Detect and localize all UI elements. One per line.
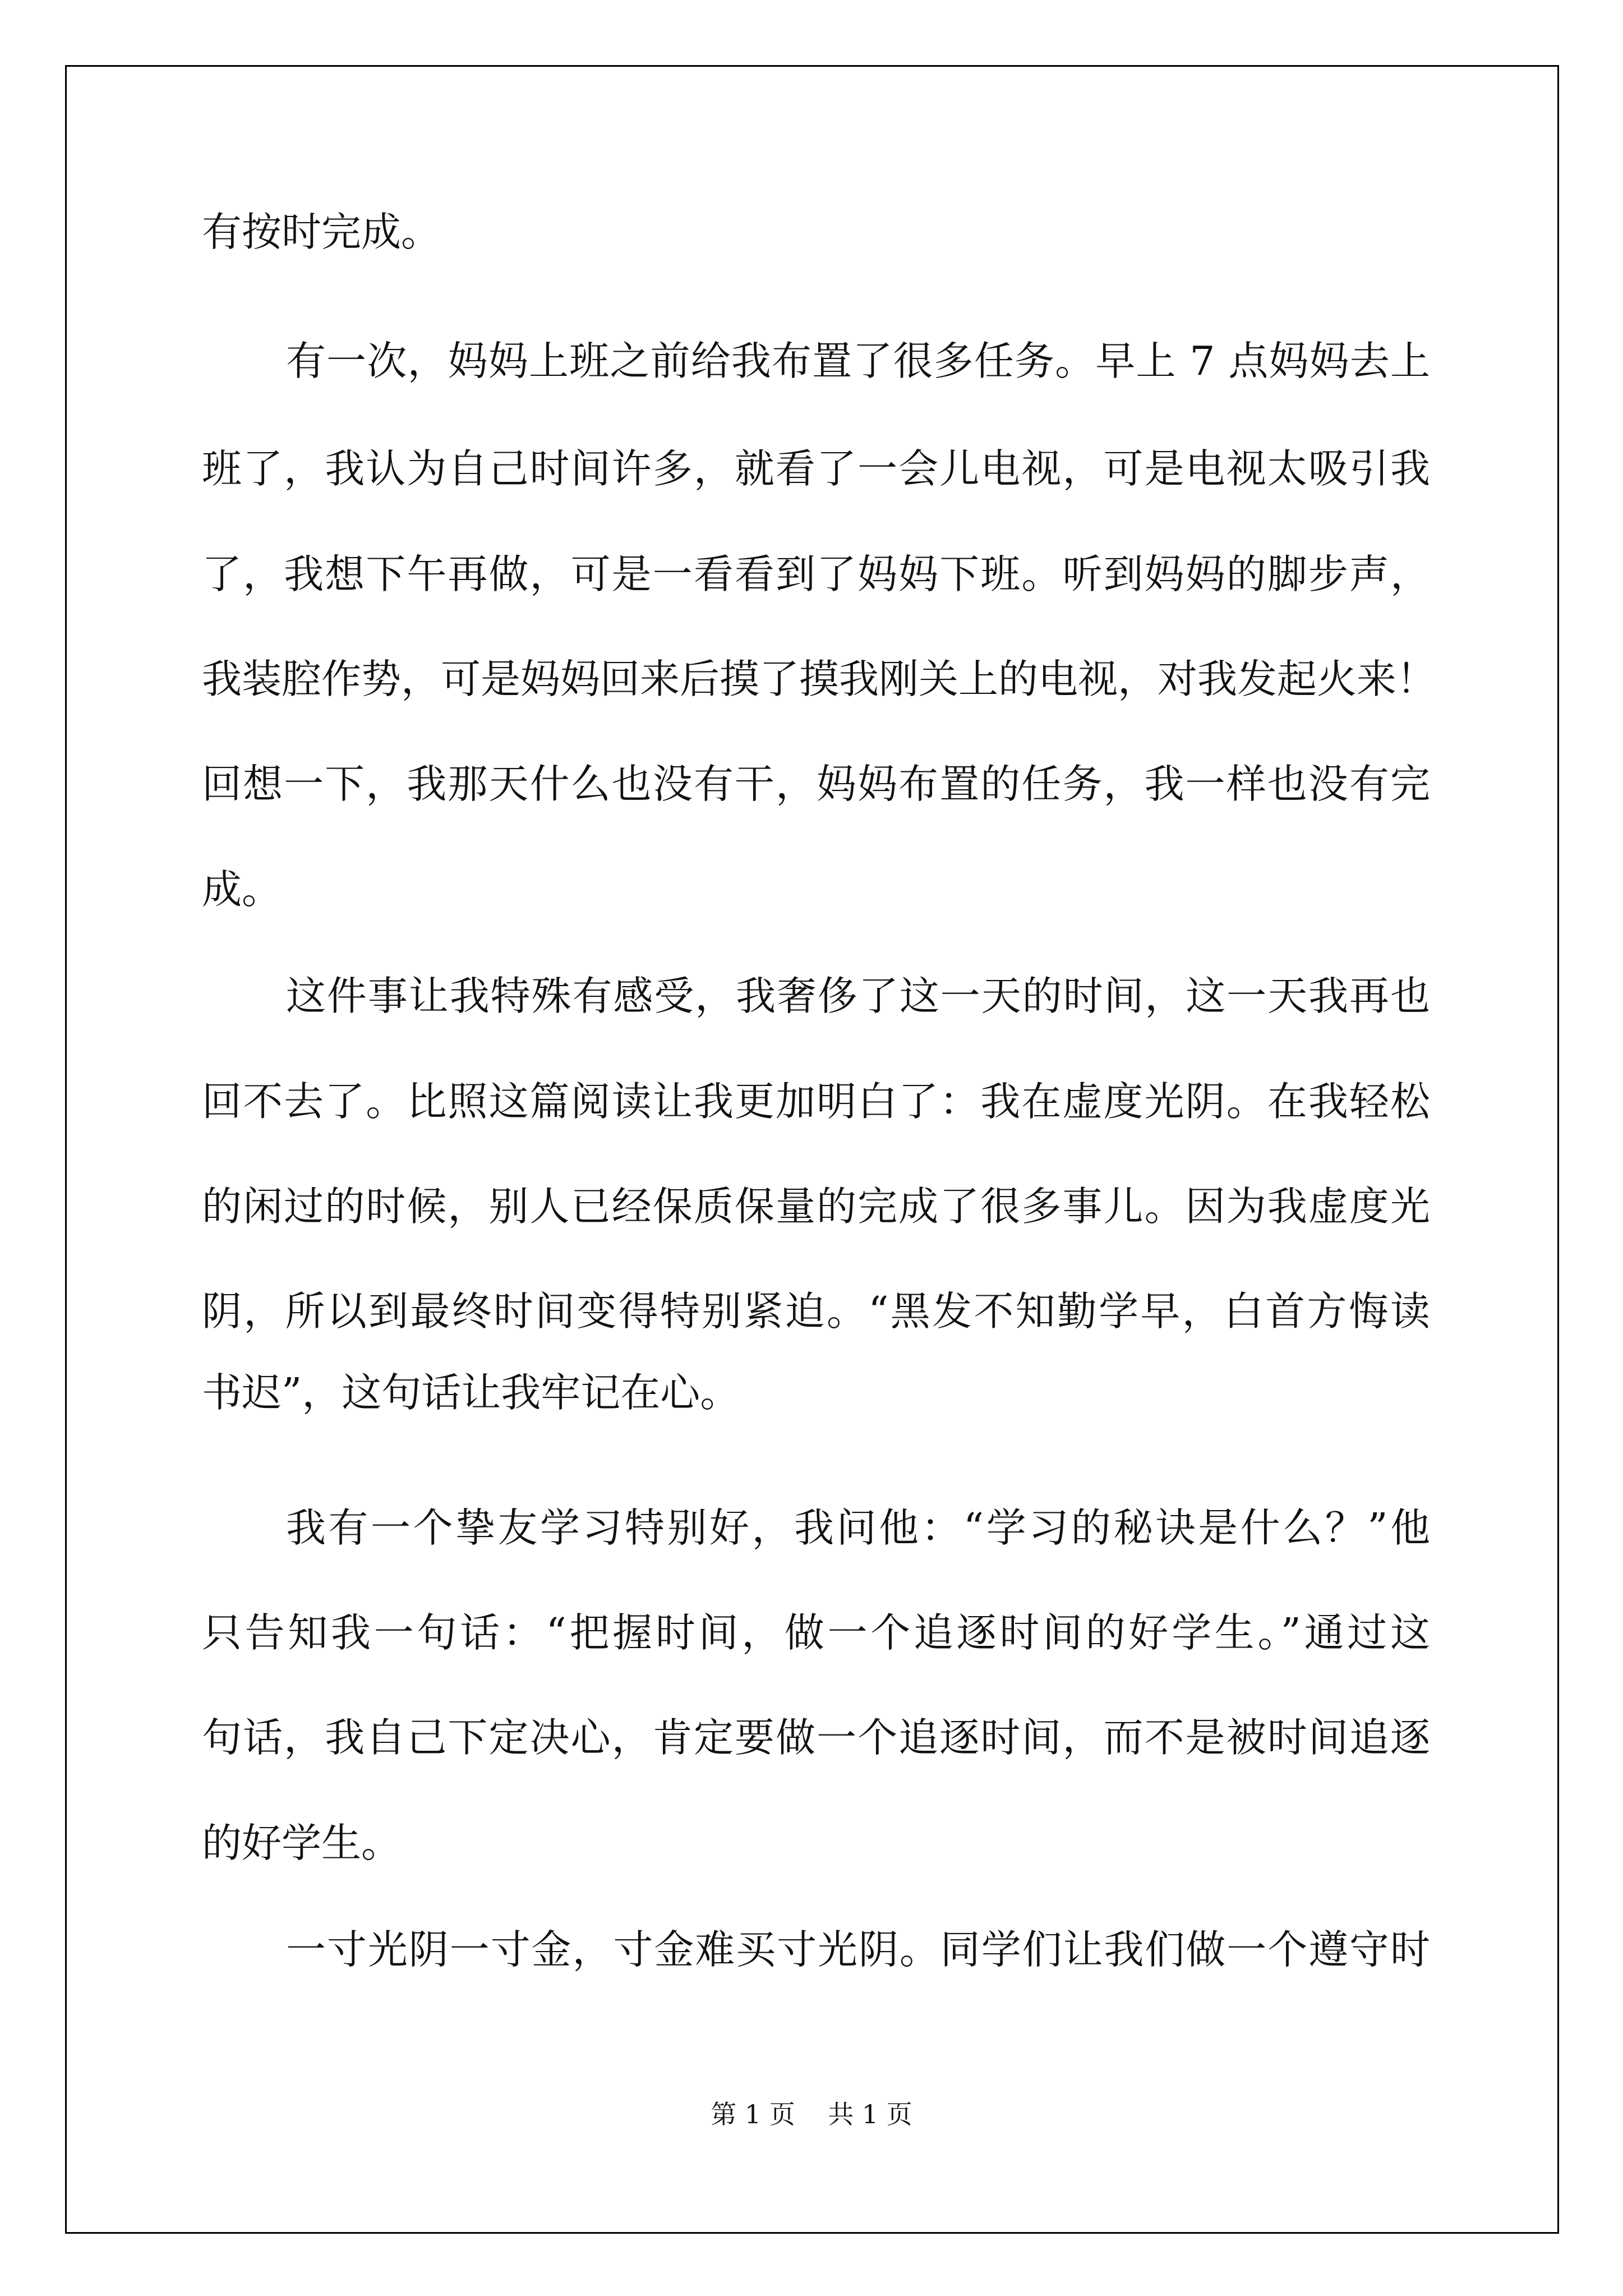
page-number-footer: 第 1 页 共 1 页 xyxy=(711,2099,912,2129)
text-line: 回想一下，我那天什么也没有干，妈妈布置的任务，我一样也没有完 xyxy=(202,761,1430,807)
text-line: 有按时完成。 xyxy=(202,209,441,255)
text-line: 阴，所以到最终时间变得特别紧迫。“黑发不知勤学早，白首方悔读 xyxy=(202,1288,1430,1335)
text-line: 的好学生。 xyxy=(202,1820,402,1866)
text-line: 有一次，妈妈上班之前给我布置了很多任务。早上 7 点妈妈去上 xyxy=(286,338,1430,384)
text-line: 我装腔作势，可是妈妈回来后摸了摸我刚关上的电视，对我发起火来！ xyxy=(202,656,1437,702)
text-line: 书迟”，这句话让我牢记在心。 xyxy=(202,1369,740,1416)
text-line: 句话，我自己下定决心，肯定要做一个追逐时间，而不是被时间追逐 xyxy=(202,1714,1430,1761)
page-border xyxy=(65,65,1559,2234)
text-line: 的闲过的时候，别人已经保质保量的完成了很多事儿。因为我虚度光 xyxy=(202,1183,1430,1230)
text-line: 了，我想下午再做，可是一看看到了妈妈下班。听到妈妈的脚步声， xyxy=(202,551,1430,597)
text-line: 成。 xyxy=(202,866,282,913)
text-line: 一寸光阴一寸金，寸金难买寸光阴。同学们让我们做一个遵守时 xyxy=(286,1926,1430,1973)
text-line: 只告知我一句话：“把握时间，做一个追逐时间的好学生。”通过这 xyxy=(202,1609,1430,1656)
text-line: 回不去了。比照这篇阅读让我更加明白了：我在虚度光阴。在我轻松 xyxy=(202,1078,1430,1125)
text-line: 班了，我认为自己时间许多，就看了一会儿电视，可是电视太吸引我 xyxy=(202,445,1430,492)
text-line: 这件事让我特殊有感受，我奢侈了这一天的时间，这一天我再也 xyxy=(286,973,1430,1019)
text-line: 我有一个挚友学习特别好，我问他：“学习的秘诀是什么？”他 xyxy=(286,1504,1430,1551)
